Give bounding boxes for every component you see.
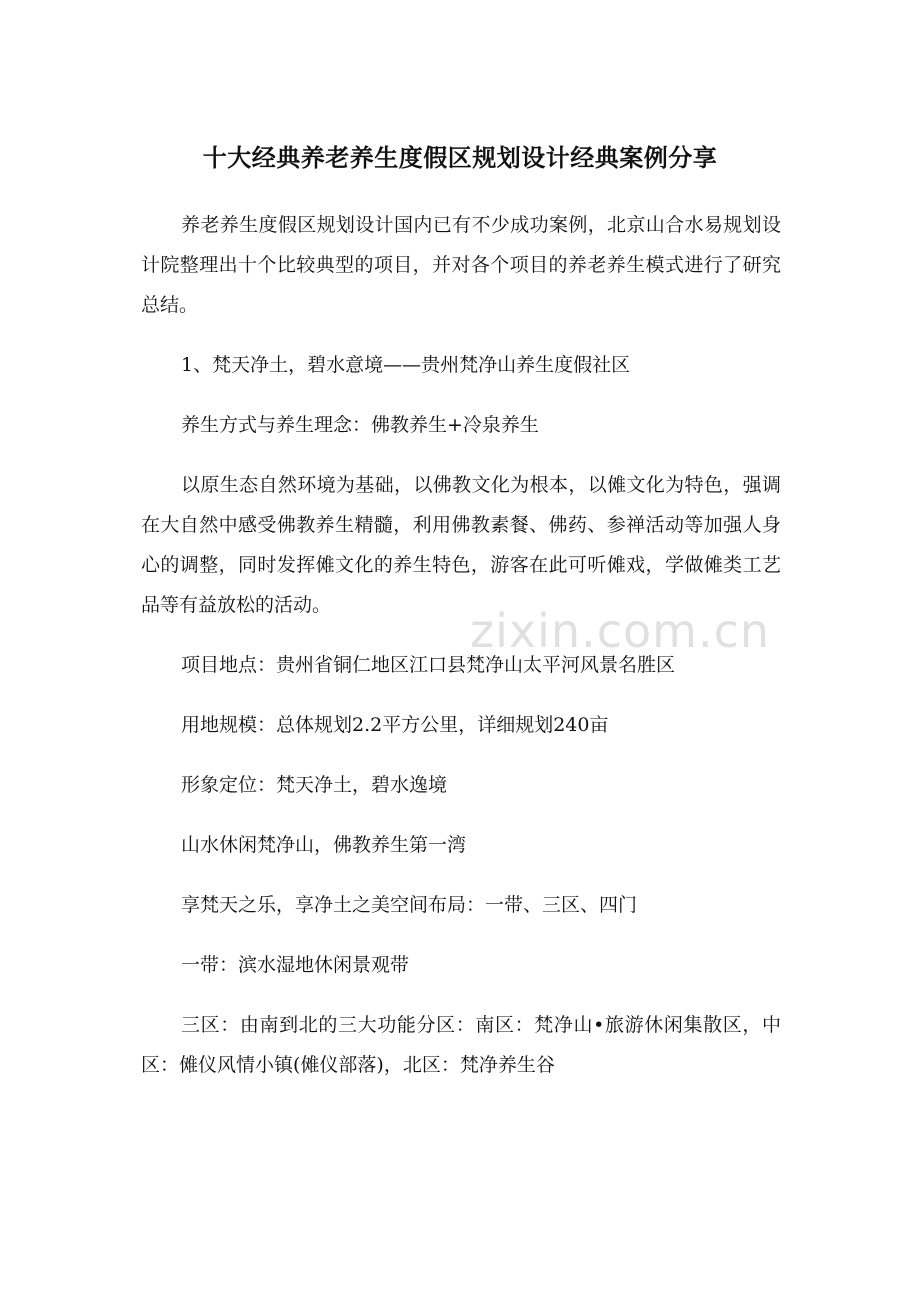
paragraph-intro: 养老养生度假区规划设计国内已有不少成功案例，北京山合水易规划设计院整理出十个比较典型的项目，并对各个项目的养老养生模式进行了研究总结。 bbox=[141, 214, 781, 316]
paragraph-zones: 三区：由南到北的三大功能分区：南区：梵净山•旅游休闲集散区，中区：傩仪风情小镇(傩仪部落)，北区：梵净养生谷 bbox=[141, 1014, 781, 1076]
paragraph-land-scale: 用地规模：总体规划2.2平方公里，详细规划240亩 bbox=[181, 714, 609, 736]
paragraph-belt: 一带：滨水湿地休闲景观带 bbox=[181, 954, 410, 976]
paragraph-layout: 享梵天之乐，享净土之美空间布局：一带、三区、四门 bbox=[181, 894, 638, 916]
paragraph-description: 以原生态自然环境为基础，以佛教文化为根本，以傩文化为特色，强调在大自然中感受佛教养生精髓，利用佛教素餐、佛药、参禅活动等加强人身心的调整，同时发挥傩文化的养生特色，游客在此可听傩戏，学做傩类工艺品等有益放松的活动。 bbox=[141, 474, 781, 616]
paragraph-concept: 养生方式与养生理念：佛教养生+冷泉养生 bbox=[181, 414, 539, 436]
document-title: 十大经典养老养生度假区规划设计经典案例分享 bbox=[202, 144, 718, 172]
paragraph-positioning: 形象定位：梵天净土，碧水逸境 bbox=[181, 774, 448, 796]
watermark: zixin.com.cn bbox=[470, 604, 771, 658]
paragraph-slogan: 山水休闲梵净山，佛教养生第一湾 bbox=[181, 834, 467, 856]
paragraph-case-heading: 1、梵天净土，碧水意境——贵州梵净山养生度假社区 bbox=[181, 354, 631, 376]
paragraph-location: 项目地点：贵州省铜仁地区江口县梵净山太平河风景名胜区 bbox=[181, 654, 676, 676]
document-body bbox=[141, 205, 781, 1105]
